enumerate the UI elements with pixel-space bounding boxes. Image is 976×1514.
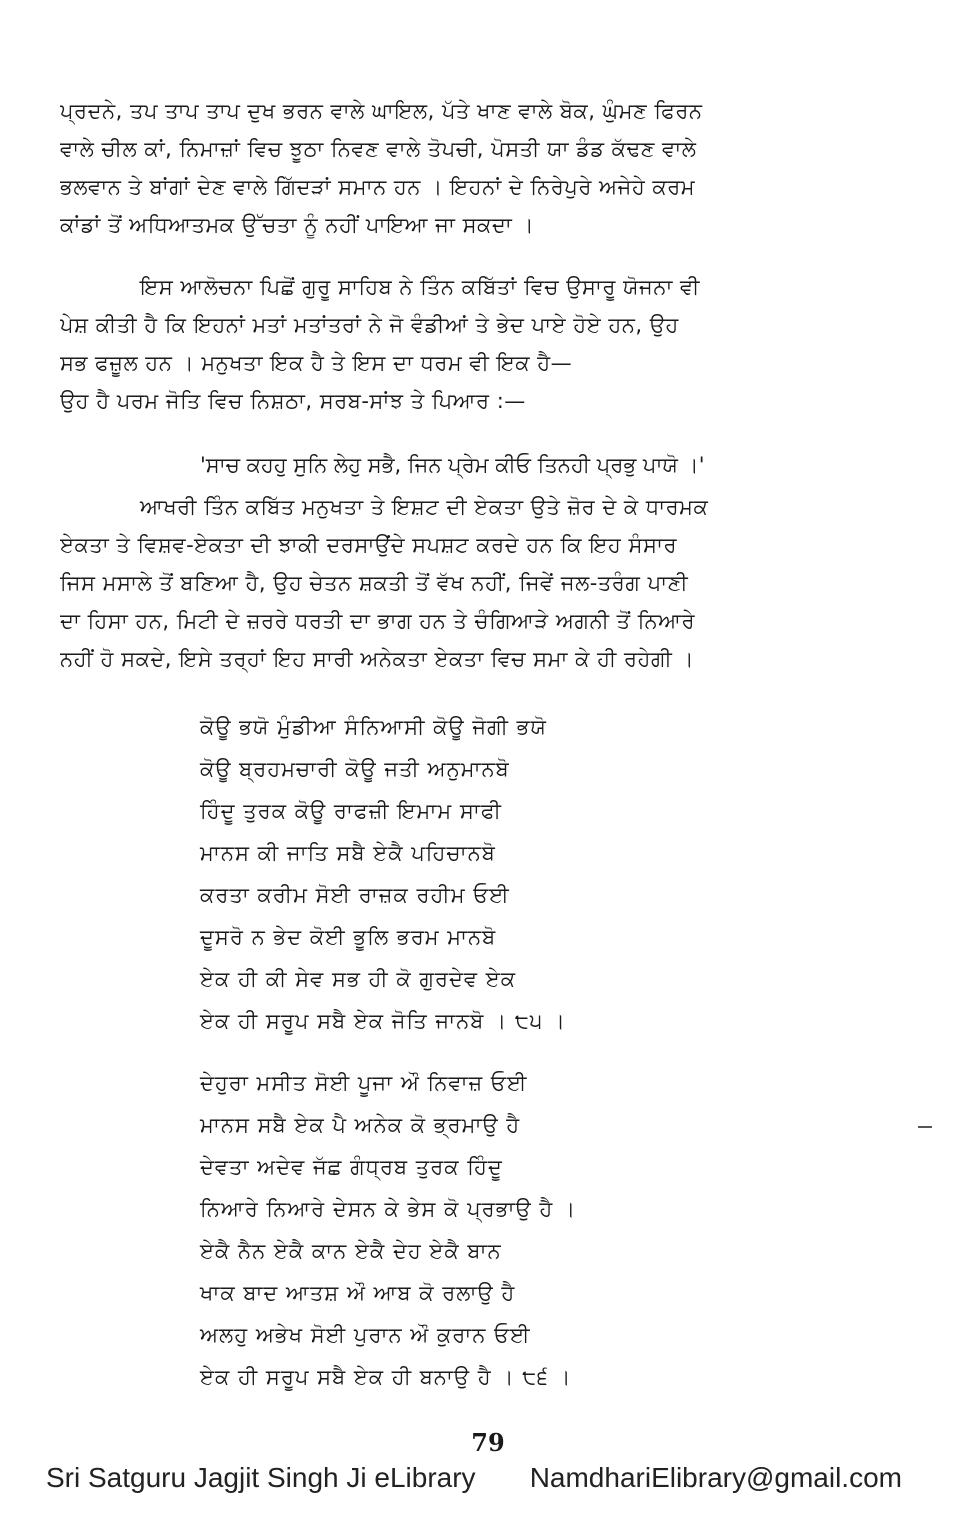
text-line: ਇਸ ਆਲੋਚਨਾ ਪਿਛੋਂ ਗੁਰੂ ਸਾਹਿਬ ਨੇ ਤਿੰਨ ਕਬਿੱਤਾਂ ਵਿਚ ਉਸਾਰੂ ਯੋਜਨਾ ਵੀ [140, 275, 700, 299]
footer-email: NamdhariElibrary@gmail.com [529, 1462, 902, 1493]
paragraph-3 [60, 488, 880, 678]
margin-mark [918, 1126, 932, 1128]
verse-line: ਕਰਤਾ ਕਰੀਮ ਸੋਈ ਰਾਜ਼ਕ ਰਹੀਮ ਓਈ [200, 883, 510, 907]
verse-line: ਕੋਊ ਬ੍ਰਹਮਚਾਰੀ ਕੋਊ ਜਤੀ ਅਨੁਮਾਨਬੋ [200, 757, 510, 781]
verse-line: ਮਾਨਸ ਕੀ ਜਾਤਿ ਸਬੈ ਏਕੈ ਪਹਿਚਾਨਬੋ [200, 841, 496, 865]
text-line: ਪ੍ਰਦਨੇ, ਤਪ ਤਾਪ ਤਾਪ ਦੁਖ ਭਰਨ ਵਾਲੇ ਘਾਇਲ, ਪੱਤੇ ਖਾਣ ਵਾਲੇ ਬੋਕ, ਘੁੰਮਣ ਫਿਰਨ [60, 99, 703, 123]
verse-line: ਦੇਵਤਾ ਅਦੇਵ ਜੱਛ ਗੰਧ੍ਰਬ ਤੁਰਕ ਹਿੰਦੂ [200, 1155, 503, 1179]
text-line: ਏਕਤਾ ਤੇ ਵਿਸ਼ਵ-ਏਕਤਾ ਦੀ ਝਾਕੀ ਦਰਸਾਉਂਦੇ ਸਪਸ਼ਟ ਕਰਦੇ ਹਨ ਕਿ ਇਹ ਸੰਸਾਰ [60, 533, 677, 557]
text-line: ਜਿਸ ਮਸਾਲੇ ਤੋਂ ਬਣਿਆ ਹੈ, ਉਹ ਚੇਤਨ ਸ਼ਕਤੀ ਤੋਂ ਵੱਖ ਨਹੀਂ, ਜਿਵੇਂ ਜਲ-ਤਰੰਗ ਪਾਣੀ [60, 571, 689, 595]
verse-line: ਕੋਊ ਭਯੋ ਮੁੰਡੀਆ ਸੰਨਿਆਸੀ ਕੋਊ ਜੋਗੀ ਭਯੋ [200, 715, 547, 739]
verse-line: ਦੇਹੁਰਾ ਮਸੀਤ ਸੋਈ ਪੂਜਾ ਔ ਨਿਵਾਜ਼ ਓਈ [200, 1071, 528, 1095]
page-number: 79 [471, 1428, 505, 1457]
footer-library-name: Sri Satguru Jagjit Singh Ji eLibrary [46, 1462, 476, 1493]
text-line: ਵਾਲੇ ਚੀਲ ਕਾਂ, ਨਿਮਾਜ਼ਾਂ ਵਿਚ ਝੂਠਾ ਨਿਵਣ ਵਾਲੇ ਤੋਪਚੀ, ਪੋਸਤੀ ਯਾ ਡੰਡ ਕੱਢਣ ਵਾਲੇ [60, 137, 697, 161]
verse-line: ਮਾਨਸ ਸਬੈ ਏਕ ਪੈ ਅਨੇਕ ਕੋ ਭ੍ਰਮਾਉ ਹੈ [200, 1113, 521, 1137]
text-line: ਆਖਰੀ ਤਿੰਨ ਕਬਿੱਤ ਮਨੁਖਤਾ ਤੇ ਇਸ਼ਟ ਦੀ ਏਕਤਾ ਉਤੇ ਜ਼ੋਰ ਦੇ ਕੇ ਧਾਰਮਕ [140, 495, 709, 519]
text-line: ਪੇਸ਼ ਕੀਤੀ ਹੈ ਕਿ ਇਹਨਾਂ ਮਤਾਂ ਮਤਾਂਤਰਾਂ ਨੇ ਜੋ ਵੰਡੀਆਂ ਤੇ ਭੇਦ ਪਾਏ ਹੋਏ ਹਨ, ਉਹ [60, 313, 679, 337]
text-line: ਭਲਵਾਨ ਤੇ ਬਾਂਗਾਂ ਦੇਣ ਵਾਲੇ ਗਿੱਦੜਾਂ ਸਮਾਨ ਹਨ । ਇਹਨਾਂ ਦੇ ਨਿਰੇਪੁਰੇ ਅਜੇਹੇ ਕਰਮ [60, 175, 696, 199]
verse-line: ਖਾਕ ਬਾਦ ਆਤਸ਼ ਔ ਆਬ ਕੋ ਰਲਾਉ ਹੈ [200, 1281, 516, 1305]
verse-86 [200, 1062, 760, 1398]
paragraph-2 [60, 268, 880, 420]
verse-line: ਨਿਆਰੇ ਨਿਆਰੇ ਦੇਸਨ ਕੇ ਭੇਸ ਕੋ ਪ੍ਰਭਾਉ ਹੈ । [200, 1197, 577, 1221]
text-line: ਉਹ ਹੈ ਪਰਮ ਜੋਤਿ ਵਿਚ ਨਿਸ਼ਠਾ, ਸਰਬ-ਸਾਂਝ ਤੇ ਪਿਆਰ :— [60, 389, 526, 413]
paragraph-1 [60, 92, 880, 244]
text-line: ਕਾਂਡਾਂ ਤੋਂ ਅਧਿਆਤਮਕ ਉੱਚਤਾ ਨੂੰ ਨਹੀਂ ਪਾਇਆ ਜਾ ਸਕਦਾ । [60, 213, 535, 237]
text-line: ਦਾ ਹਿਸਾ ਹਨ, ਮਿਟੀ ਦੇ ਜ਼ਰਰੇ ਧਰਤੀ ਦਾ ਭਾਗ ਹਨ ਤੇ ਚੰਗਿਆੜੇ ਅਗਨੀ ਤੋਂ ਨਿਆਰੇ [60, 609, 695, 633]
text-line: ਸਭ ਫਜ਼ੂਲ ਹਨ । ਮਨੁਖਤਾ ਇਕ ਹੈ ਤੇ ਇਸ ਦਾ ਧਰਮ ਵੀ ਇਕ ਹੈ— [60, 351, 573, 375]
verse-line: ਏਕ ਹੀ ਸਰੂਪ ਸਬੈ ਏਕ ਜੋਤਿ ਜਾਨਬੋ । ੮੫ । [200, 1009, 566, 1033]
quote-line: 'ਸਾਚ ਕਹਹੁ ਸੁਨਿ ਲੇਹੁ ਸਭੈ, ਜਿਨ ਪ੍ਰੇਮ ਕੀਓ ਤਿਨਹੀ ਪ੍ਰਭੁ ਪਾਯੋ ।' [200, 453, 705, 477]
verse-85 [200, 706, 760, 1042]
verse-line: ਏਕ ਹੀ ਸਰੂਪ ਸਬੈ ਏਕ ਹੀ ਬਨਾਉ ਹੈ । ੮੬ । [200, 1365, 572, 1389]
verse-line: ਹਿੰਦੂ ਤੁਰਕ ਕੋਊ ਰਾਫਜ਼ੀ ਇਮਾਮ ਸਾਫੀ [200, 799, 502, 823]
verse-line: ਅਲਹੁ ਅਭੇਖ ਸੋਈ ਪੁਰਾਨ ਔ ਕੁਰਾਨ ਓਈ [200, 1323, 531, 1347]
verse-line: ਦੂਸਰੋ ਨ ਭੇਦ ਕੋਈ ਭੂਲਿ ਭਰਮ ਮਾਨਬੋ [200, 925, 497, 949]
verse-line: ਏਕੈ ਨੈਨ ਏਕੈ ਕਾਨ ਏਕੈ ਦੇਹ ਏਕੈ ਬਾਨ [200, 1239, 502, 1263]
text-line: ਨਹੀਂ ਹੋ ਸਕਦੇ, ਇਸੇ ਤਰ੍ਹਾਂ ਇਹ ਸਾਰੀ ਅਨੇਕਤਾ ਏਕਤਾ ਵਿਚ ਸਮਾ ਕੇ ਹੀ ਰਹੇਗੀ । [60, 647, 695, 671]
verse-line: ਏਕ ਹੀ ਕੀ ਸੇਵ ਸਭ ਹੀ ਕੋ ਗੁਰਦੇਵ ਏਕ [200, 967, 517, 991]
